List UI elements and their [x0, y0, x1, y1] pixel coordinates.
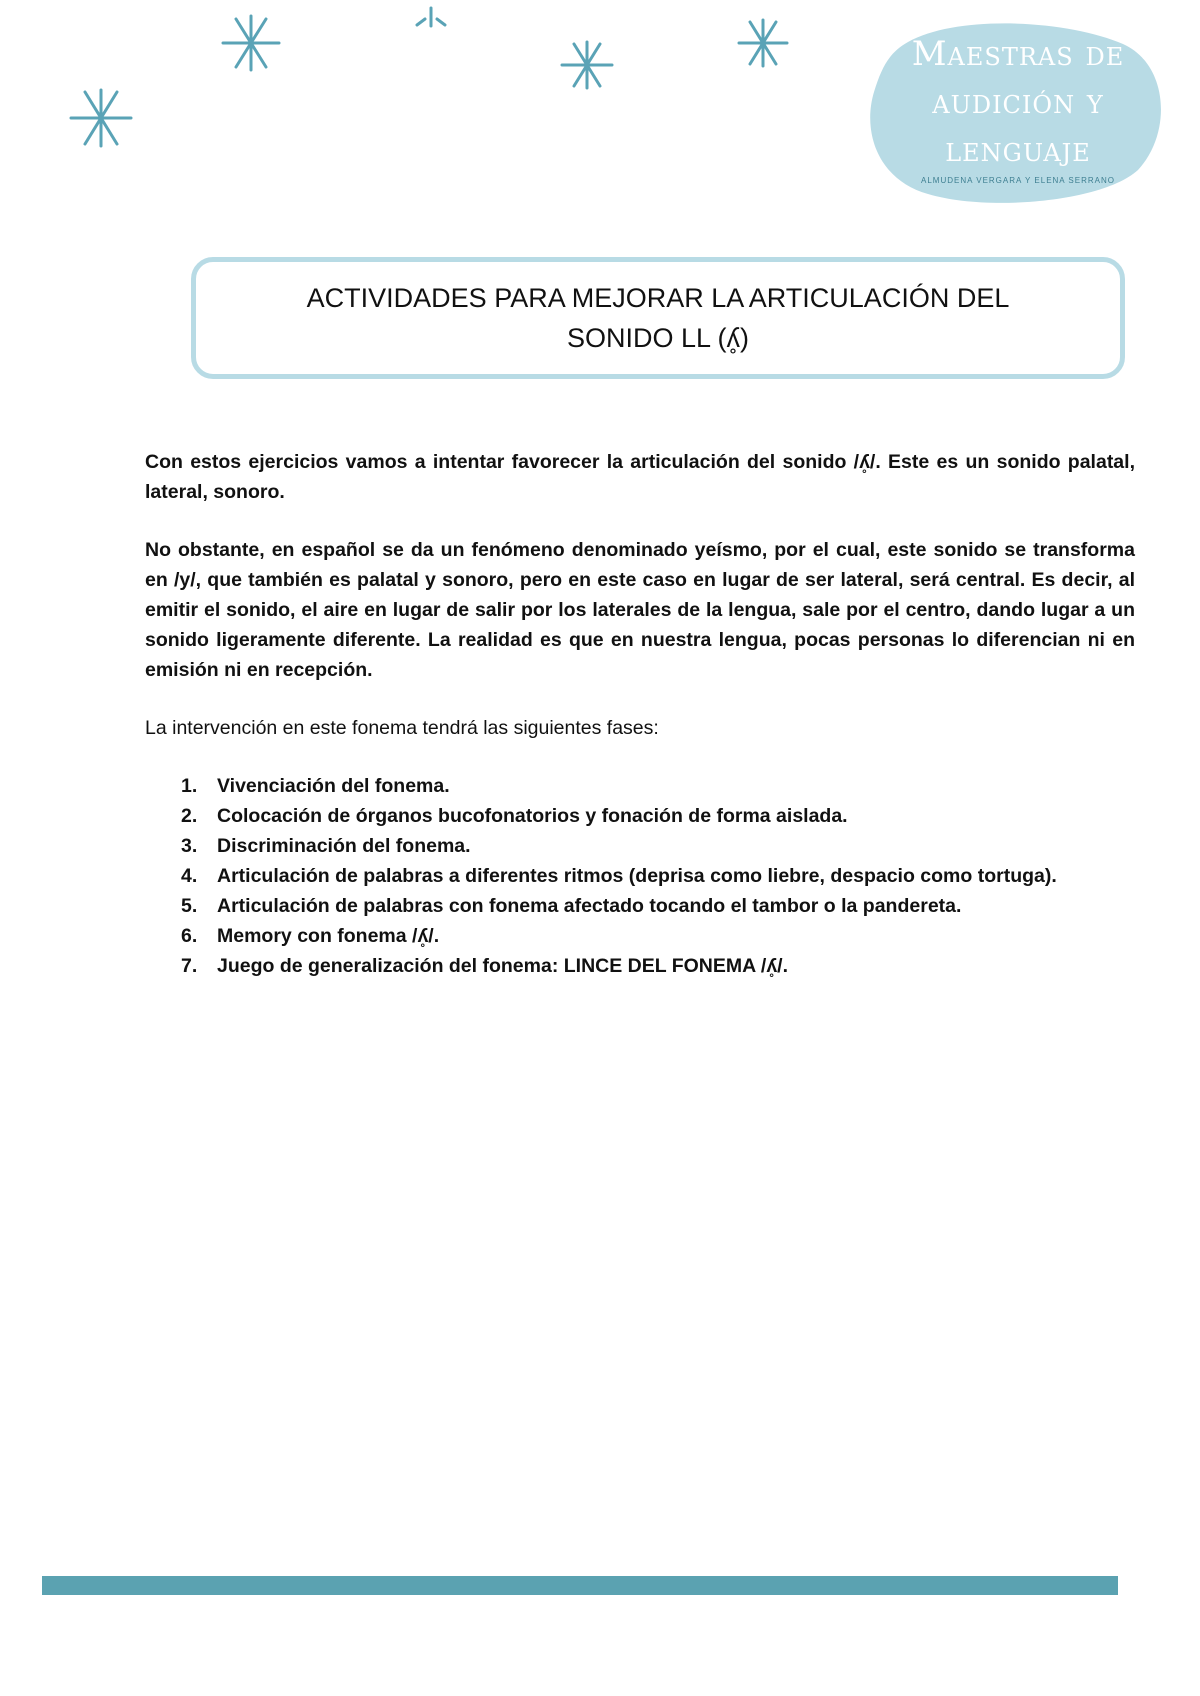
snowflake-icon: [66, 88, 136, 153]
document-body: [145, 447, 1135, 981]
list-item: 1. Vivenciación del fonema.: [181, 775, 450, 797]
intro-paragraph: Con estos ejercicios vamos a intentar favorecer la articulación del sonido /ʎ̥/. Este es un sonido palatal, lateral, sonoro.: [145, 451, 1135, 503]
page-title: ACTIVIDADES PARA MEJORAR LA ARTICULACIÓN DEL SONIDO LL (ʎ̥): [306, 283, 1010, 353]
list-item: 5. Articulación de palabras con fonema afectado tocando el tambor o la pandereta.: [181, 895, 962, 917]
footer-bar: [42, 1576, 1118, 1595]
logo-title: Maestras de audición y lenguaje: [911, 34, 1125, 170]
list-item: 2. Colocación de órganos bucofonatorios y fonación de forma aislada.: [181, 805, 848, 827]
snowflake-icon: [410, 6, 452, 33]
list-item: 7. Juego de generalización del fonema: LINCE DEL FONEMA /ʎ̥/.: [181, 955, 789, 977]
snowflake-icon: [218, 14, 284, 77]
phases-intro: La intervención en este fonema tendrá las siguientes fases:: [145, 717, 659, 739]
phases-list: [145, 771, 1135, 981]
list-item: 3. Discriminación del fonema.: [181, 835, 471, 857]
yeismo-paragraph: No obstante, en español se da un fenómeno denominado yeísmo, por el cual, este sonido se transforma en /y/, que también es palatal y sonoro, pero en este caso en lugar de ser lateral, será central. Es decir, al emitir el sonido, el aire en lugar de salir por los laterales de la lengua, sale por el centro, dando lugar a un sonido ligeramente diferente. La realidad es que en nuestra lengua, pocas personas lo diferencian ni en emisión ni en recepción.: [145, 539, 1135, 681]
brand-logo: [868, 22, 1168, 204]
list-item: 4. Articulación de palabras a diferentes ritmos (deprisa como liebre, despacio como tortuga).: [181, 865, 1057, 887]
snowflake-icon: [735, 18, 791, 73]
title-box: [191, 257, 1125, 379]
logo-subtitle: ALMUDENA VERGARA Y ELENA SERRANO: [921, 176, 1115, 185]
list-item: 6. Memory con fonema /ʎ̥/.: [181, 925, 440, 947]
snowflake-icon: [558, 40, 616, 95]
